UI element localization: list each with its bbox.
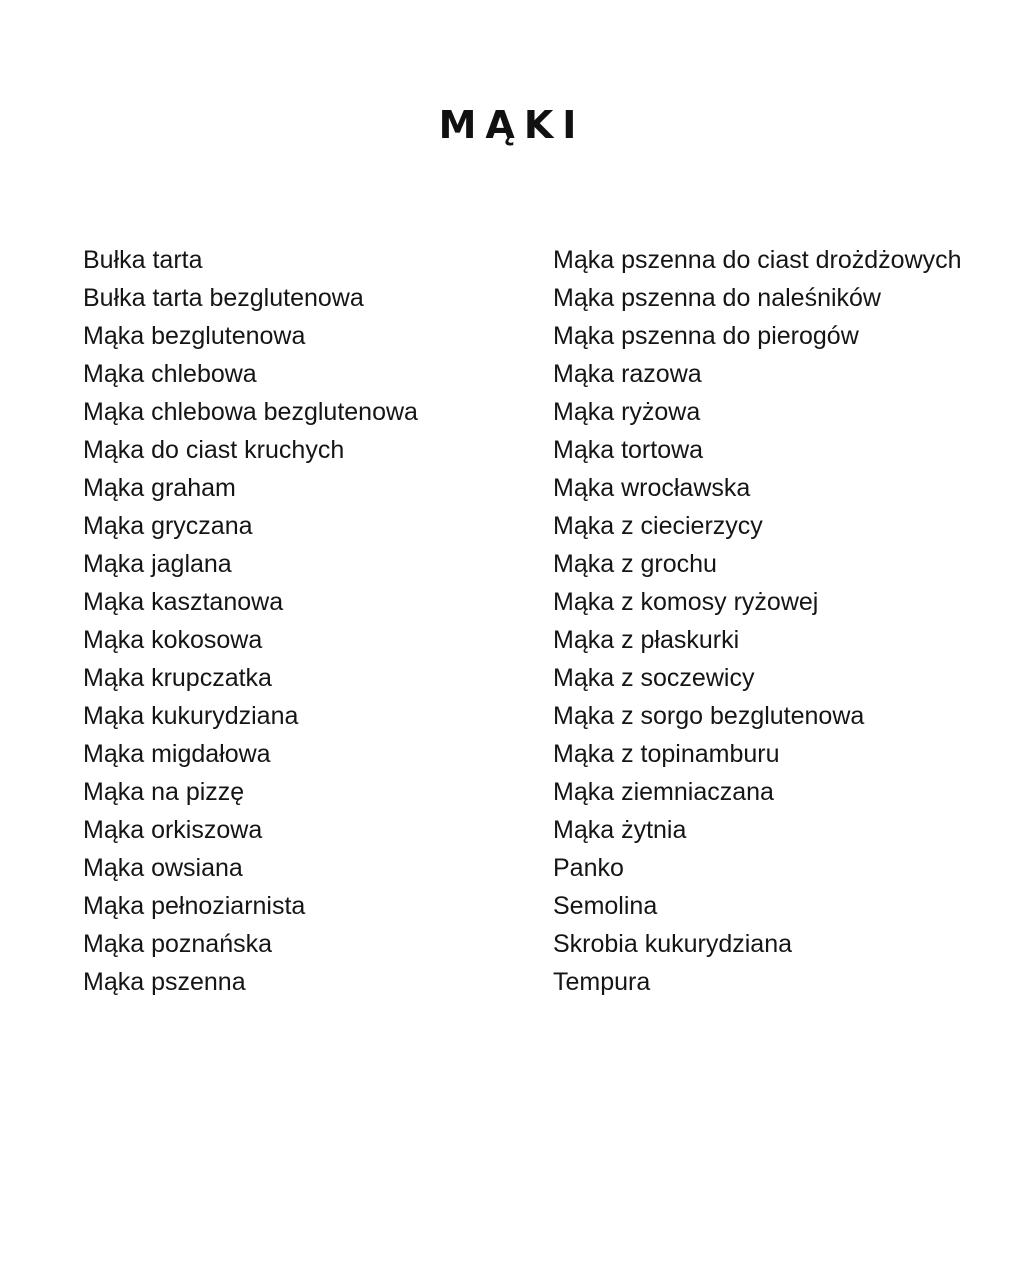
flour-list-right bbox=[553, 241, 1013, 1001]
list-item: Mąka z grochu bbox=[553, 550, 717, 578]
list-item: Mąka chlebowa bbox=[83, 360, 257, 388]
list-item: Mąka ryżowa bbox=[553, 398, 701, 426]
list-item: Mąka gryczana bbox=[83, 512, 253, 540]
list-item: Mąka poznańska bbox=[83, 930, 273, 958]
list-item: Mąka z soczewicy bbox=[553, 664, 755, 692]
list-item: Mąka razowa bbox=[553, 360, 702, 388]
list-item: Mąka z topinamburu bbox=[553, 740, 780, 768]
list-item: Mąka owsiana bbox=[83, 854, 243, 882]
list-item: Mąka na pizzę bbox=[83, 778, 245, 806]
list-item: Panko bbox=[553, 854, 624, 882]
list-item: Mąka wrocławska bbox=[553, 474, 751, 502]
list-item: Mąka migdałowa bbox=[83, 740, 271, 768]
list-item: Mąka pszenna do ciast drożdżowych bbox=[553, 246, 962, 274]
list-item: Mąka żytnia bbox=[553, 816, 687, 844]
list-item: Mąka krupczatka bbox=[83, 664, 272, 692]
list-item: Mąka bezglutenowa bbox=[83, 322, 306, 350]
list-item: Mąka kasztanowa bbox=[83, 588, 284, 616]
flour-list-left bbox=[83, 241, 523, 1001]
list-item: Mąka pszenna do naleśników bbox=[553, 284, 881, 312]
list-item: Mąka graham bbox=[83, 474, 236, 502]
list-item: Mąka z płaskurki bbox=[553, 626, 740, 654]
list-item: Mąka kukurydziana bbox=[83, 702, 299, 730]
list-item: Skrobia kukurydziana bbox=[553, 930, 793, 958]
list-item: Mąka z sorgo bezglutenowa bbox=[553, 702, 865, 730]
list-item: Mąka tortowa bbox=[553, 436, 704, 464]
list-item: Mąka jaglana bbox=[83, 550, 232, 578]
list-item: Mąka chlebowa bezglutenowa bbox=[83, 398, 418, 426]
list-item: Mąka ziemniaczana bbox=[553, 778, 774, 806]
page-title: MĄKI bbox=[438, 103, 586, 147]
list-item: Mąka pszenna do pierogów bbox=[553, 322, 859, 350]
list-item: Mąka pszenna bbox=[83, 968, 246, 996]
list-item: Mąka z komosy ryżowej bbox=[553, 588, 819, 616]
list-item: Mąka do ciast kruchych bbox=[83, 436, 345, 464]
list-item: Mąka orkiszowa bbox=[83, 816, 263, 844]
list-item: Mąka kokosowa bbox=[83, 626, 263, 654]
list-item: Bułka tarta bbox=[83, 246, 203, 274]
list-item: Mąka pełnoziarnista bbox=[83, 892, 306, 920]
list-item: Mąka z ciecierzycy bbox=[553, 512, 763, 540]
list-item: Bułka tarta bezglutenowa bbox=[83, 284, 364, 312]
list-item: Tempura bbox=[553, 968, 651, 996]
list-item: Semolina bbox=[553, 892, 658, 920]
